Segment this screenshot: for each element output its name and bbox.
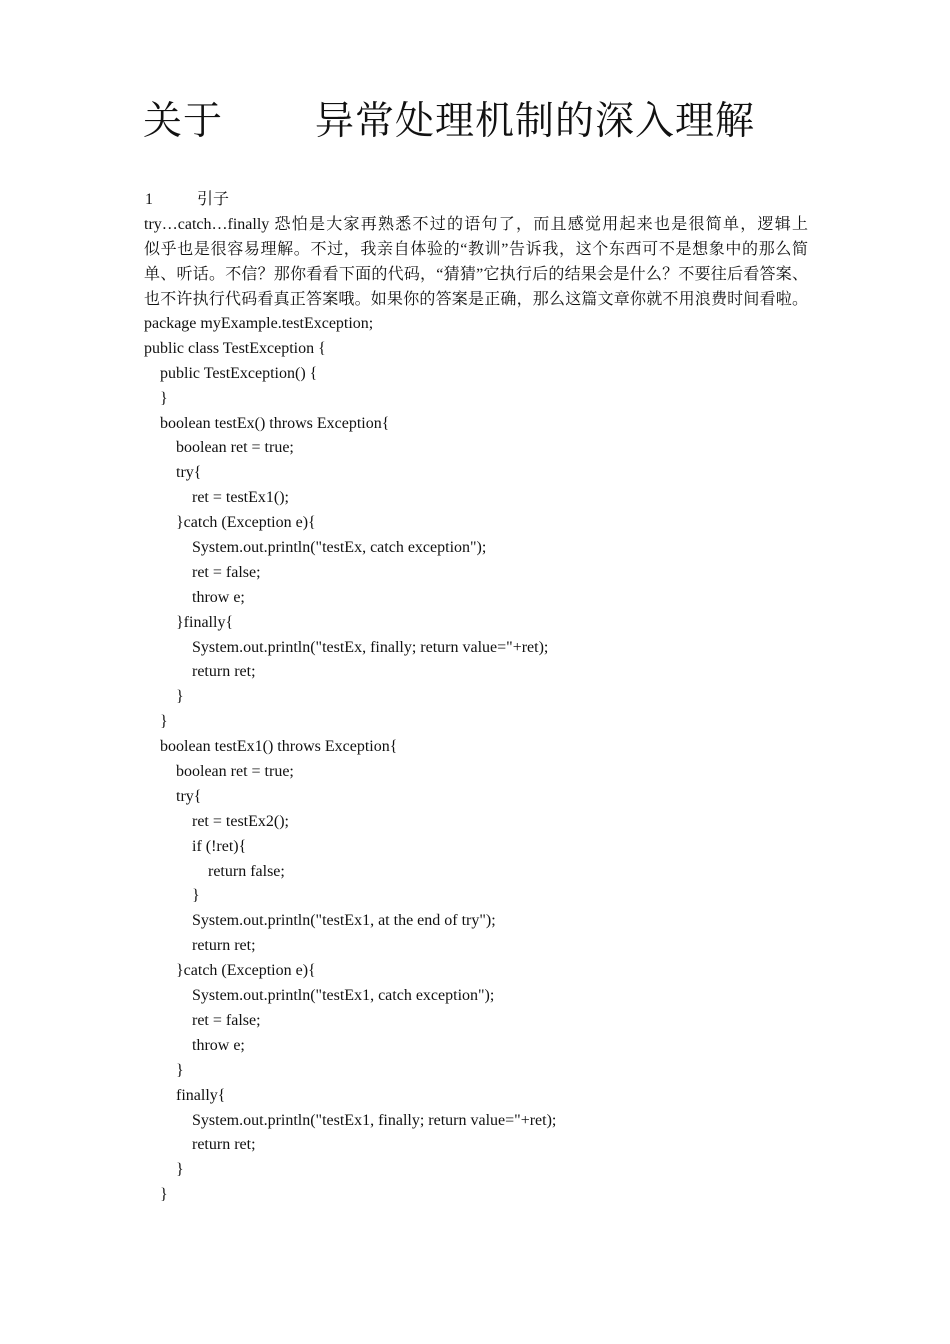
code-line: System.out.println("testEx, finally; return value="+ret); <box>144 638 549 656</box>
intro-line: 单、听话。不信？那你看看下面的代码，“猜猜”它执行后的结果会是什么？不要往后看答案、 <box>144 266 808 283</box>
code-line: return ret; <box>144 1136 256 1154</box>
section-number: 1 <box>145 191 153 208</box>
code-line: boolean ret = true; <box>144 763 294 781</box>
code-line: } <box>144 688 184 706</box>
code-line: ret = testEx2(); <box>144 812 289 830</box>
section-heading-text: 引子 <box>197 191 230 208</box>
code-line: } <box>144 887 200 905</box>
intro-line: 也不许执行代码看真正答案哦。如果你的答案是正确，那么这篇文章你就不用浪费时间看啦。 <box>144 291 808 308</box>
title-main: 异常处理机制的深入理解 <box>315 99 756 144</box>
code-line: try{ <box>144 464 202 482</box>
code-line: throw e; <box>144 588 245 606</box>
code-line: boolean ret = true; <box>144 439 294 457</box>
code-line: } <box>144 713 168 731</box>
intro-line: 似乎也是很容易理解。不过，我亲自体验的“教训”告诉我，这个东西可不是想象中的那么简 <box>144 241 808 258</box>
code-line: } <box>144 1186 168 1204</box>
code-line: System.out.println("testEx, catch exception"); <box>144 539 487 557</box>
code-line: }catch (Exception e){ <box>144 514 316 532</box>
code-line: boolean testEx1() throws Exception{ <box>144 738 398 756</box>
section-heading <box>145 188 229 212</box>
code-line: public class TestException { <box>144 339 326 357</box>
code-line: } <box>144 1161 184 1179</box>
code-line: if (!ret){ <box>144 837 247 855</box>
code-line: package myExample.testException; <box>144 315 374 332</box>
code-line: }catch (Exception e){ <box>144 962 316 980</box>
intro-line: try…catch…finally 恐怕是大家再熟悉不过的语句了，而且感觉用起来也是很简单，逻辑上 <box>144 216 808 233</box>
code-line: System.out.println("testEx1, catch exception"); <box>144 987 495 1005</box>
code-line: }finally{ <box>144 613 234 631</box>
code-line: ret = false; <box>144 563 261 581</box>
code-line: return ret; <box>144 663 256 681</box>
code-listing <box>144 312 556 1208</box>
code-line: boolean testEx() throws Exception{ <box>144 414 390 432</box>
code-line: return ret; <box>144 937 256 955</box>
code-line: ret = testEx1(); <box>144 489 289 507</box>
code-line: public TestException() { <box>144 364 318 382</box>
code-line: try{ <box>144 787 202 805</box>
title-prefix: 关于 <box>143 99 224 144</box>
code-line: } <box>144 389 168 407</box>
code-line: ret = false; <box>144 1011 261 1029</box>
code-line: return false; <box>144 862 285 880</box>
intro-paragraph <box>144 212 808 312</box>
code-line: System.out.println("testEx1, at the end of try"); <box>144 912 496 930</box>
code-line: System.out.println("testEx1, finally; return value="+ret); <box>144 1111 557 1129</box>
code-line: } <box>144 1061 184 1079</box>
document-title <box>143 96 755 148</box>
code-line: throw e; <box>144 1036 245 1054</box>
code-line: finally{ <box>144 1086 226 1104</box>
